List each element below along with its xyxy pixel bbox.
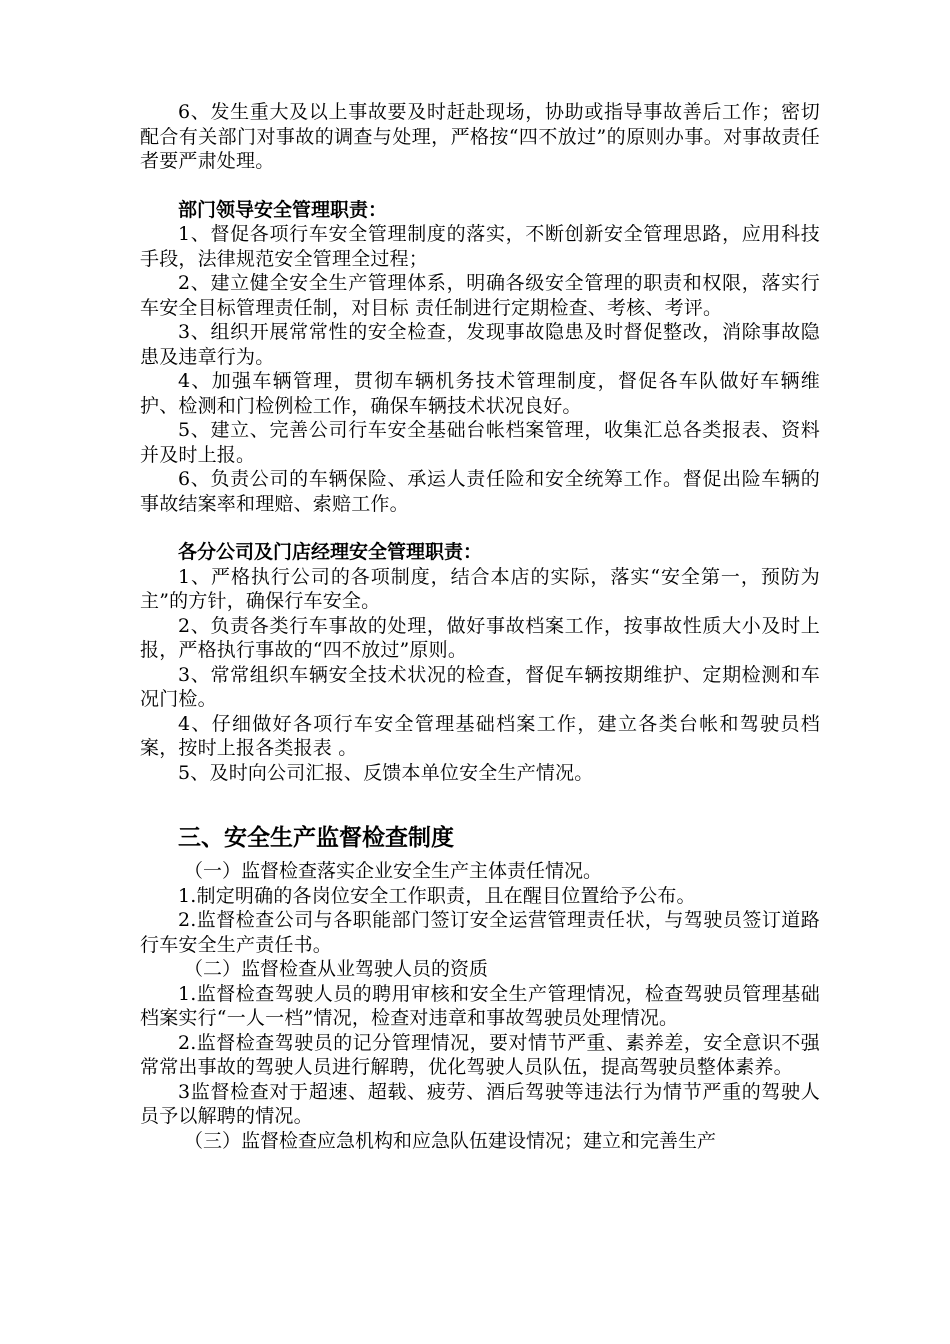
branch-item-4: 4、仔细做好各项行车安全管理基础档案工作，建立各类台帐和驾驶员档案，按时上报各类报表 。: [140, 712, 820, 759]
branch-item-1: 1、严格执行公司的各项制度，结合本店的实际，落实“安全第一，预防为主”的方针，确保行车安全。: [140, 565, 820, 612]
branch-item-5: 5、及时向公司汇报、反馈本单位安全生产情况。: [178, 761, 594, 784]
dept-item-4: 4、加强车辆管理，贯彻车辆机务技术管理制度，督促各车队做好车辆维护、检测和门检例检工作，确保车辆技术状况良好。: [140, 370, 820, 417]
branch-item-3: 3、常常组织车辆安全技术状况的检查，督促车辆按期维护、定期检测和车况门检。: [140, 663, 820, 710]
subsection-2-item-2: 2.监督检查驾驶员的记分管理情况，要对情节严重、素养差，安全意识不强常常出事故的驾驶人员进行解聘，优化驾驶人员队伍，提高驾驶员整体素养。: [140, 1031, 820, 1078]
dept-item-5: 5、建立、完善公司行车安全基础台帐档案管理，收集汇总各类报表、资料并及时上报。: [140, 419, 820, 466]
spacer: [140, 785, 820, 823]
subsection-2-item-3: 3监督检查对于超速、超载、疲劳、酒后驾驶等违法行为情节严重的驾驶人员予以解聘的情况。: [140, 1080, 820, 1127]
dept-item-1: 1、督促各项行车安全管理制度的落实，不断创新安全管理思路，应用科技手段，法律规范安全管理全过程；: [140, 223, 820, 270]
paragraph-top-item-6: 6、发生重大及以上事故要及时赶赴现场，协助或指导事故善后工作；密切配合有关部门对事故的调查与处理，严格按“四不放过”的原则办事。对事故责任者要严肃处理。: [140, 101, 820, 172]
branch-item-2: 2、负责各类行车事故的处理，做好事故档案工作，按事故性质大小及时上报，严格执行事故的“四不放过”原则。: [140, 614, 820, 661]
dept-item-3: 3、组织开展常常性的安全检查，发现事故隐患及时督促整改，消除事故隐患及违章行为。: [140, 321, 820, 368]
spacer: [140, 174, 820, 198]
dept-item-2: 2、建立健全安全生产管理体系，明确各级安全管理的职责和权限，落实行车安全目标管理责任制，对目标 责任制进行定期检查、考核、考评。: [140, 272, 820, 319]
subsection-2-heading: （二）监督检查从业驾驶人员的资质: [184, 958, 489, 980]
subsection-2-item-1: 1.监督检查驾驶人员的聘用审核和安全生产管理情况，检查驾驶员管理基础档案实行“一人一档”情况，检查对违章和事故驾驶员处理情况。: [140, 982, 820, 1029]
document-page: [140, 100, 820, 1153]
subsection-1-heading: （一）监督检查落实企业安全生产主体责任情况。: [184, 860, 603, 882]
subsection-1-item-1: 1.制定明确的各岗位安全工作职责，且在醒目位置给予公布。: [178, 884, 696, 907]
subsection-1-item-2: 2.监督检查公司与各职能部门签订安全运营管理责任状，与驾驶员签订道路行车安全生产责任书。: [140, 909, 820, 956]
branch-heading: 各分公司及门店经理安全管理职责：: [178, 541, 483, 563]
subsection-3-heading: （三）监督检查应急机构和应急队伍建设情况；建立和完善生产: [184, 1129, 717, 1152]
spacer: [140, 516, 820, 540]
dept-heading: 部门领导安全管理职责：: [178, 198, 388, 221]
dept-item-6: 6、负责公司的车辆保险、承运人责任险和安全统筹工作。督促出险车辆的事故结案率和理赔、索赔工作。: [140, 468, 820, 515]
section-title: 三、安全生产监督检查制度: [178, 825, 454, 851]
